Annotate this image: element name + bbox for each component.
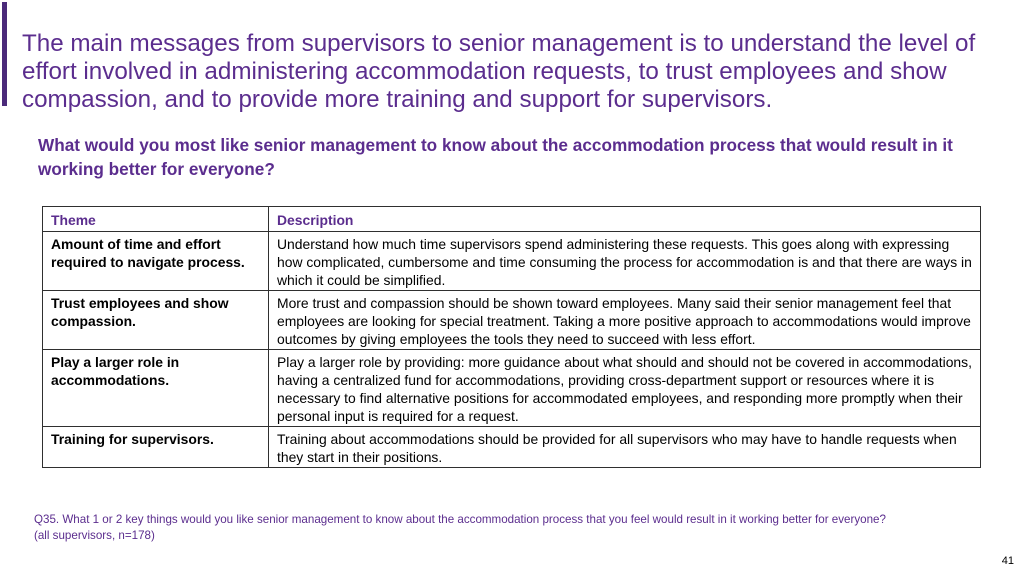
table-header-row	[43, 207, 981, 232]
theme-cell: Amount of time and effort required to navigate process.	[43, 232, 269, 291]
description-cell: Play a larger role by providing: more guidance about what should and should not be covered in accommodations, having a centralized fund for accommodations, providing cross-department support or resources where it is necessary to find alternative positions for accommodated employees, and responding more promptly when their personal input is required for a request.	[269, 350, 981, 427]
question-subtitle: What would you most like senior management to know about the accommodation process that would result in it working better for everyone?	[38, 135, 953, 179]
theme-cell: Play a larger role in accommodations.	[43, 350, 269, 427]
column-header-theme: Theme	[43, 207, 269, 232]
description-cell: More trust and compassion should be shown toward employees. Many said their senior management feel that employees are looking for special treatment. Taking a more positive approach to accommodations would improve outcomes by giving employees the tools they need to succeed with less effort.	[269, 291, 981, 350]
column-header-description: Description	[269, 207, 981, 232]
description-cell: Understand how much time supervisors spend administering these requests. This goes along with expressing how complicated, cumbersome and time consuming the process for accommodation is and that there are ways in which it could be simplified.	[269, 232, 981, 291]
footnote-question: Q35. What 1 or 2 key things would you like senior management to know about the accommodation process that you feel would result in it working better for everyone?	[34, 513, 886, 526]
description-cell: Training about accommodations should be provided for all supervisors who may have to handle requests when they start in their positions.	[269, 427, 981, 468]
theme-cell: Training for supervisors.	[43, 427, 269, 468]
table-row	[43, 427, 981, 468]
table-row	[43, 350, 981, 427]
page-number: 41	[1001, 555, 1014, 567]
accent-bar	[2, 2, 7, 106]
slide-title: The main messages from supervisors to senior management is to understand the level of effort involved in administering accommodation requests, to trust employees and show compassion, and to provide more training and support for supervisors.	[22, 30, 976, 113]
table-row	[43, 291, 981, 350]
survey-footnote	[34, 512, 1014, 544]
theme-cell: Trust employees and show compassion.	[43, 291, 269, 350]
table-row	[43, 232, 981, 291]
themes-table	[42, 206, 981, 468]
footnote-sample: (all supervisors, n=178)	[34, 529, 155, 542]
